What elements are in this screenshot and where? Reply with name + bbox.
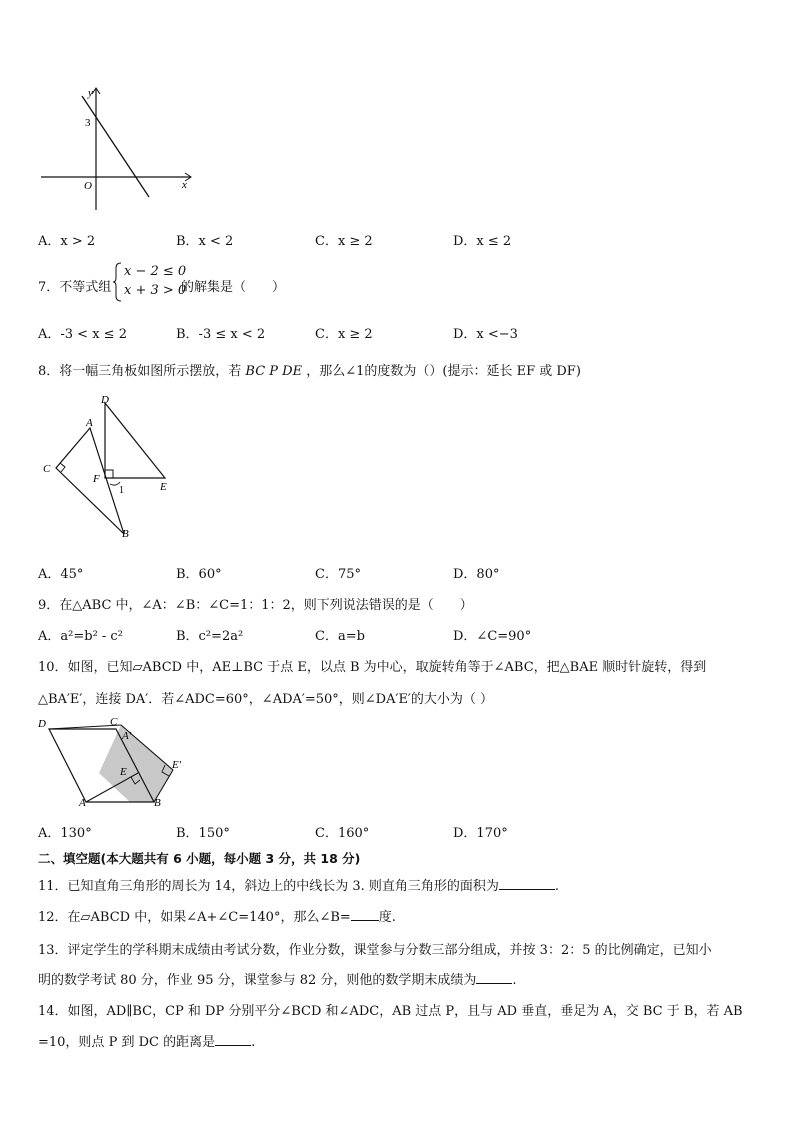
triangle-def — [105, 403, 165, 478]
q7-option-c[interactable]: C．x ≥ 2 — [315, 327, 373, 342]
q13-line-1: 13．评定学生的学科期末成绩由考试分数，作业分数，课堂参与分数三部分组成，并按 3：2：5 的比例确定，已知小 — [38, 943, 712, 958]
label-b: B — [122, 528, 129, 540]
q13-line-2 — [38, 969, 517, 988]
q6-option-c[interactable]: C．x ≥ 2 — [315, 234, 373, 249]
q8-text-a: 8．将一幅三角板如图所示摆放，若 — [38, 364, 242, 379]
right-angle-mark-c — [60, 463, 65, 472]
q7-inequality-1: x − 2 ≤ 0 — [124, 264, 187, 279]
q8-option-c[interactable]: C．75° — [315, 567, 361, 582]
q10-option-a[interactable]: A．130° — [38, 826, 92, 841]
y-intercept-label: 3 — [85, 117, 91, 129]
q9-question: 9．在△ABC 中，∠A：∠B：∠C=1：1：2，则下列说法错误的是（ ） — [38, 598, 473, 613]
q7-option-d[interactable]: D．x <−3 — [453, 327, 518, 342]
q10-option-c[interactable]: C．160° — [315, 826, 370, 841]
label-c: C — [43, 463, 51, 475]
q8-question — [38, 360, 581, 379]
label-a: A — [86, 417, 93, 429]
label-d: D — [101, 394, 109, 406]
q11-question — [38, 875, 559, 894]
q10-line-2: △BA′E′，连接 DA′．若∠ADC=60°，∠ADA′=50°，则∠DA′E′的大小为（ ） — [38, 692, 494, 707]
q12-answer-blank[interactable] — [351, 908, 379, 921]
q7-inequality-2: x + 3 > 0 — [124, 283, 187, 298]
label-angle-1: 1 — [119, 485, 124, 496]
q10-option-b[interactable]: B．150° — [176, 826, 230, 841]
q10-line-1: 10．如图，已知▱ABCD 中，AE⊥BC 于点 E，以点 B 为中心，取旋转角等于∠ABC，把△BAE 顺时针旋转，得到 — [38, 660, 707, 675]
q8-option-d[interactable]: D．80° — [453, 567, 500, 582]
q14-line-1: 14．如图，AD∥BC，CP 和 DP 分别平分∠BCD 和∠ADC，AB 过点 P，且与 AD 垂直，垂足为 A，交 BC 于 B，若 AB — [38, 1004, 743, 1019]
q7-inequality-system — [124, 262, 186, 300]
label-c: C — [110, 716, 118, 728]
q14-answer-blank[interactable] — [215, 1033, 251, 1046]
section-2-heading: 二、填空题(本大题共有 6 小题，每小题 3 分，共 18 分) — [38, 851, 361, 866]
q14-line-2 — [38, 1031, 255, 1050]
q12-end: 度. — [378, 910, 396, 925]
q8-triangle-figure — [38, 392, 178, 542]
q9-option-a[interactable]: A．a²=b² - c² — [38, 629, 123, 644]
q6-option-b[interactable]: B．x < 2 — [176, 234, 234, 249]
q13-text: 明的数学考试 80 分，作业 95 分，课堂参与 82 分，则他的数学期末成绩为 — [38, 973, 477, 988]
q14-end: . — [251, 1035, 256, 1050]
label-a-prime: A′ — [122, 730, 132, 742]
q8-condition: BC P DE — [245, 364, 303, 379]
q6-line-graph — [36, 84, 196, 214]
label-f: F — [93, 473, 100, 485]
label-e: E — [160, 481, 167, 493]
q11-text: 11．已知直角三角形的周长为 14，斜边上的中线长为 3. 则直角三角形的面积为 — [38, 879, 499, 894]
q7-option-b[interactable]: B．-3 ≤ x < 2 — [176, 327, 266, 342]
label-e-prime: E′ — [172, 759, 182, 771]
q10-parallelogram-figure — [36, 710, 196, 810]
triangle-abc — [56, 428, 124, 534]
q11-answer-blank[interactable] — [499, 877, 555, 890]
q9-option-b[interactable]: B．c²=2a² — [176, 629, 244, 644]
label-b: B — [154, 797, 161, 809]
q6-option-d[interactable]: D．x ≤ 2 — [453, 234, 512, 249]
q10-option-d[interactable]: D．170° — [453, 826, 508, 841]
q13-answer-blank[interactable] — [476, 971, 512, 984]
q12-text: 12．在▱ABCD 中，如果∠A+∠C=140°，那么∠B= — [38, 910, 351, 925]
label-a: A — [79, 797, 86, 809]
q13-end: . — [512, 973, 517, 988]
origin-label: O — [84, 180, 92, 192]
q9-option-d[interactable]: D．∠C=90° — [453, 629, 532, 644]
q12-question — [38, 906, 396, 925]
q8-option-b[interactable]: B．60° — [176, 567, 222, 582]
q11-end: . — [554, 879, 560, 894]
q8-text-b: ，那么∠1的度数为（）(提示：延长 EF 或 DF) — [306, 364, 581, 379]
q8-option-a[interactable]: A．45° — [38, 567, 84, 582]
q7-option-a[interactable]: A．-3 < x ≤ 2 — [38, 327, 127, 342]
q9-option-c[interactable]: C．a=b — [315, 629, 365, 644]
q6-option-a[interactable]: A．x > 2 — [38, 234, 96, 249]
function-line — [82, 96, 149, 197]
q7-suffix: 的解集是（ ） — [181, 280, 286, 295]
y-axis-label: y — [88, 87, 93, 99]
q14-text: =10，则点 P 到 DC 的距离是 — [38, 1035, 216, 1050]
x-axis-label: x — [182, 179, 187, 191]
brace-icon — [112, 262, 122, 302]
label-d: D — [38, 718, 46, 730]
label-e: E — [120, 766, 127, 778]
q7-prefix: 7．不等式组 — [38, 280, 112, 295]
